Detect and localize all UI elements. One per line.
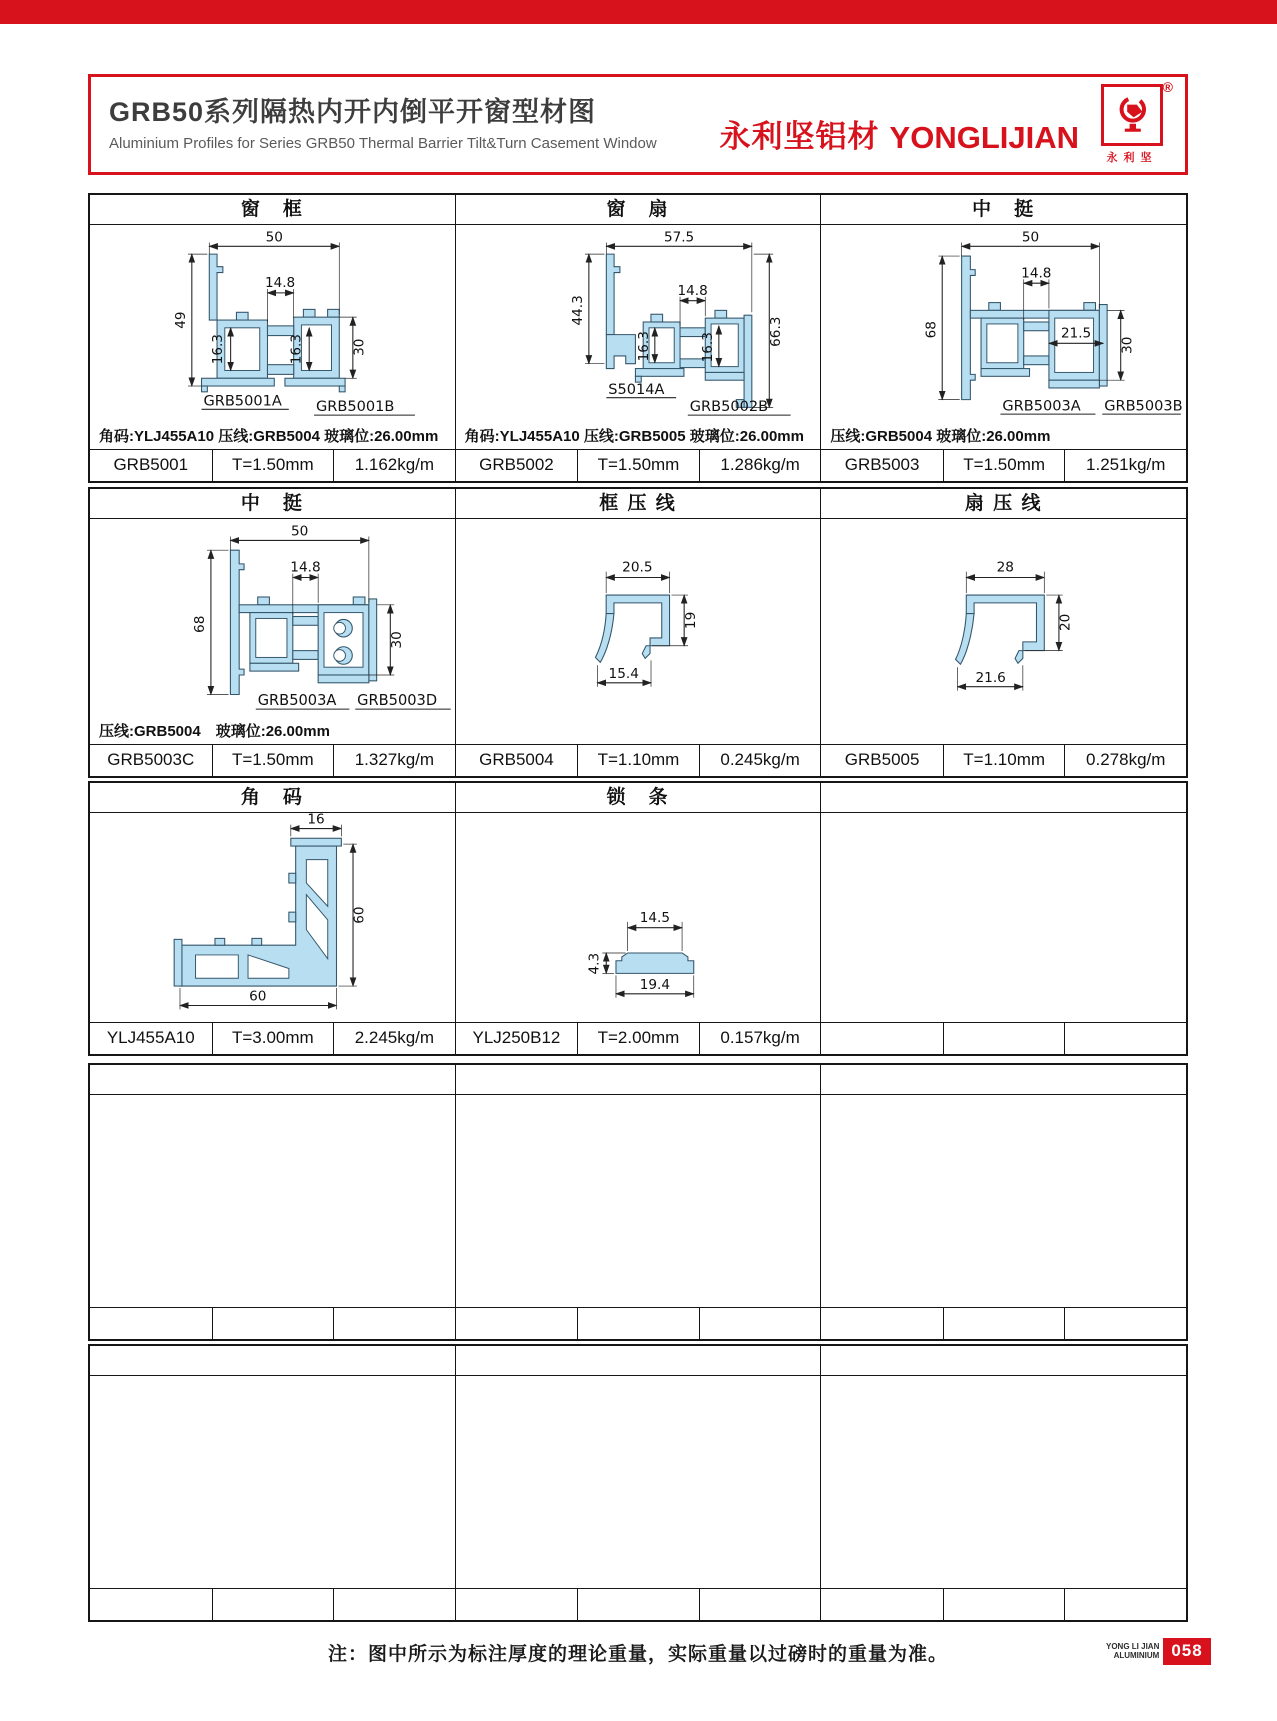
spec-code: GRB5002 (479, 455, 554, 474)
profile-cell-empty (455, 1346, 821, 1620)
profile-cell-empty (90, 1346, 455, 1620)
profile-shape (616, 953, 694, 973)
profile-drawing-ylj455a10 (90, 813, 455, 1022)
spec-code: GRB5003C (107, 750, 195, 769)
dim-label: 30 (351, 338, 368, 356)
footer-brand (1106, 1638, 1211, 1665)
spec-code: GRB5003 (844, 455, 920, 474)
spec-weight: 1.286kg/m (699, 450, 821, 481)
dim-label: 20 (1057, 613, 1074, 632)
footer-brand-line2: ALUMINIUM (1113, 1650, 1160, 1660)
cell-header-empty (821, 783, 1186, 813)
dim-label: 15.4 (608, 665, 639, 682)
profile-label: S5014A (607, 380, 665, 398)
profile-cell-grb5001 (90, 195, 455, 481)
profile-label: GRB5003A (1002, 397, 1082, 415)
page-number: 058 (1163, 1638, 1210, 1665)
dimensions (958, 560, 1074, 691)
dim-label: 30 (389, 631, 406, 649)
profile-drawing-area (456, 813, 821, 1022)
dim-label: 49 (173, 311, 190, 329)
profile-cell-ylj455a10 (90, 783, 455, 1054)
profile-cell-empty (820, 1065, 1186, 1339)
cell-note: 压线:GRB5004 玻璃位:26.00mm (830, 428, 1051, 445)
profile-labels (1001, 397, 1183, 414)
footer-brand-line1: YONG LI JIAN (1106, 1642, 1160, 1652)
cell-note: 压线:GRB5004 玻璃位:26.00mm (99, 723, 330, 740)
cell-header: 中 挺 (90, 489, 455, 519)
profile-drawing-area-empty (821, 813, 1186, 1022)
profile-cell-empty (455, 1065, 821, 1339)
spec-code: YLJ250B12 (472, 1028, 561, 1047)
cell-note-empty (456, 714, 821, 744)
profile-drawing-area (90, 225, 455, 419)
spec-weight: 2.245kg/m (333, 1023, 455, 1054)
profile-labels (202, 392, 415, 415)
dim-label: 4.3 (586, 952, 603, 975)
profile-shape (174, 838, 341, 986)
dim-label: 60 (249, 988, 267, 1005)
dim-label: 16.3 (635, 331, 652, 362)
dim-label: 14.8 (264, 275, 296, 292)
profile-drawing-grb5004 (456, 519, 821, 714)
profile-drawing-area (456, 225, 821, 419)
brand-en: YONGLIJIAN (889, 120, 1079, 155)
spec-code: YLJ455A10 (106, 1028, 195, 1047)
dim-label: 60 (351, 906, 368, 924)
dim-label: 50 (290, 523, 309, 540)
spec-weight: 0.245kg/m (699, 745, 821, 776)
spec-row (90, 1022, 455, 1054)
dim-label: 16.3 (288, 334, 305, 365)
dim-label: 66.3 (767, 316, 784, 347)
spec-weight: 0.157kg/m (699, 1023, 821, 1054)
dim-label: 19.4 (639, 976, 670, 993)
cell-note-empty (821, 714, 1186, 744)
cell-note: 角码:YLJ455A10 压线:GRB5004 玻璃位:26.00mm (99, 428, 439, 445)
profile-shape (956, 595, 1045, 664)
dim-label: 21.6 (975, 669, 1007, 686)
profile-label: GRB5003D (357, 692, 438, 710)
dim-label: 68 (192, 615, 209, 633)
dim-label: 14.8 (290, 559, 321, 576)
profile-drawing-grb5002 (456, 225, 821, 419)
profile-cell-grb5005 (820, 489, 1186, 776)
profile-labels (256, 692, 451, 709)
spec-thickness: T=2.00mm (577, 1023, 699, 1054)
profile-cell-empty (820, 783, 1186, 1054)
spec-row (456, 449, 821, 481)
profile-drawing-area (821, 519, 1186, 714)
spec-thickness: T=1.10mm (577, 745, 699, 776)
spec-code: GRB5001 (113, 455, 189, 474)
profile-drawing-area (90, 519, 455, 714)
logo-square (1101, 84, 1163, 146)
profile-table-section-4-blank (88, 1063, 1188, 1341)
dim-label: 16.3 (699, 332, 716, 363)
profile-labels (606, 381, 790, 415)
cell-header: 角 码 (90, 783, 455, 813)
dim-label: 14.5 (639, 909, 670, 926)
profile-drawing-ylj250b12 (456, 813, 821, 1022)
profile-cell-grb5003 (820, 195, 1186, 481)
profile-label: GRB5003B (1104, 397, 1183, 415)
dim-label: 21.5 (1061, 325, 1092, 342)
spec-thickness: T=1.50mm (577, 450, 699, 481)
profile-shape (595, 595, 669, 662)
spec-row (90, 744, 455, 776)
profile-drawing-grb5005 (821, 519, 1186, 714)
page-title: GRB50系列隔热内开内倒平开窗型材图 (109, 96, 597, 127)
profile-table-section-3 (88, 781, 1188, 1056)
spec-row (456, 744, 821, 776)
profile-cell-empty (90, 1065, 455, 1339)
dim-label: 50 (265, 229, 283, 246)
brand-logo (1089, 77, 1175, 172)
profile-label: GRB5001A (203, 392, 282, 410)
page-header (88, 74, 1188, 175)
profile-table-section-1 (88, 193, 1188, 483)
dim-label: 28 (996, 559, 1015, 576)
cell-header: 窗 框 (90, 195, 455, 225)
profile-drawing-area (90, 813, 455, 1022)
spec-row-empty (821, 1022, 1186, 1054)
registered-mark: ® (1162, 79, 1173, 95)
spec-thickness: T=1.50mm (212, 745, 334, 776)
profile-label: GRB5003A (257, 692, 337, 710)
profile-drawing-area (456, 519, 821, 714)
profile-drawing-grb5003 (821, 225, 1186, 419)
logo-caption: 永利坚 (1106, 152, 1158, 164)
logo-glyph-icon (1108, 91, 1156, 139)
dim-label: 30 (1119, 336, 1136, 354)
footer-brand-text (1106, 1643, 1159, 1660)
dim-label: 20.5 (621, 559, 653, 576)
profile-cell-grb5002 (455, 195, 821, 481)
dim-label: 57.5 (663, 229, 694, 246)
profile-cell-ylj250b12 (455, 783, 821, 1054)
spec-weight: 1.251kg/m (1064, 450, 1186, 481)
profile-drawing-area (821, 225, 1186, 419)
brand-text (720, 77, 1079, 172)
spec-weight: 1.327kg/m (333, 745, 455, 776)
cell-header: 扇 压 线 (821, 489, 1186, 519)
spec-row (821, 744, 1186, 776)
dim-label: 68 (923, 321, 940, 339)
profile-label: GRB5001B (315, 398, 395, 416)
footer-note: 注：图中所示为标注厚度的理论重量，实际重量以过磅时的重量为准。 (327, 1644, 948, 1665)
spec-thickness: T=1.10mm (943, 745, 1065, 776)
dim-label: 50 (1022, 229, 1040, 246)
top-red-bar (0, 0, 1277, 24)
cell-header: 中 挺 (821, 195, 1186, 225)
spec-thickness: T=3.00mm (212, 1023, 334, 1054)
profile-drawing-grb5001 (90, 225, 455, 419)
spec-code: GRB5005 (844, 750, 920, 769)
spec-row (90, 449, 455, 481)
dim-label: 19 (682, 611, 699, 630)
spec-weight: 1.162kg/m (333, 450, 455, 481)
spec-row (821, 449, 1186, 481)
dim-label: 16.3 (209, 334, 226, 365)
cell-header: 框 压 线 (456, 489, 821, 519)
spec-weight: 0.278kg/m (1064, 745, 1186, 776)
brand-cn: 永利坚铝材 (719, 119, 880, 154)
spec-thickness: T=1.50mm (212, 450, 334, 481)
profile-table-section-5-blank (88, 1344, 1188, 1622)
cell-note: 角码:YLJ455A10 压线:GRB5005 玻璃位:26.00mm (464, 428, 804, 445)
spec-thickness: T=1.50mm (943, 450, 1065, 481)
profile-label: GRB5002B (689, 398, 768, 416)
cell-header: 窗 扇 (456, 195, 821, 225)
spec-row (456, 1022, 821, 1054)
title-block (109, 77, 720, 172)
page-subtitle: Aluminium Profiles for Series GRB50 Thermal Barrier Tilt&Turn Casement Window (109, 135, 657, 153)
dim-label: 16 (307, 813, 325, 828)
cell-header: 锁 条 (456, 783, 821, 813)
profile-cell-grb5004 (455, 489, 821, 776)
dim-label: 14.8 (677, 282, 708, 299)
profile-cell-grb5003c (90, 489, 455, 776)
dim-label: 14.8 (1021, 265, 1052, 282)
spec-code: GRB5004 (479, 750, 554, 769)
dim-label: 44.3 (569, 295, 586, 326)
profile-table-section-2 (88, 487, 1188, 778)
profile-cell-empty (820, 1346, 1186, 1620)
profile-drawing-grb5003c (90, 519, 455, 714)
